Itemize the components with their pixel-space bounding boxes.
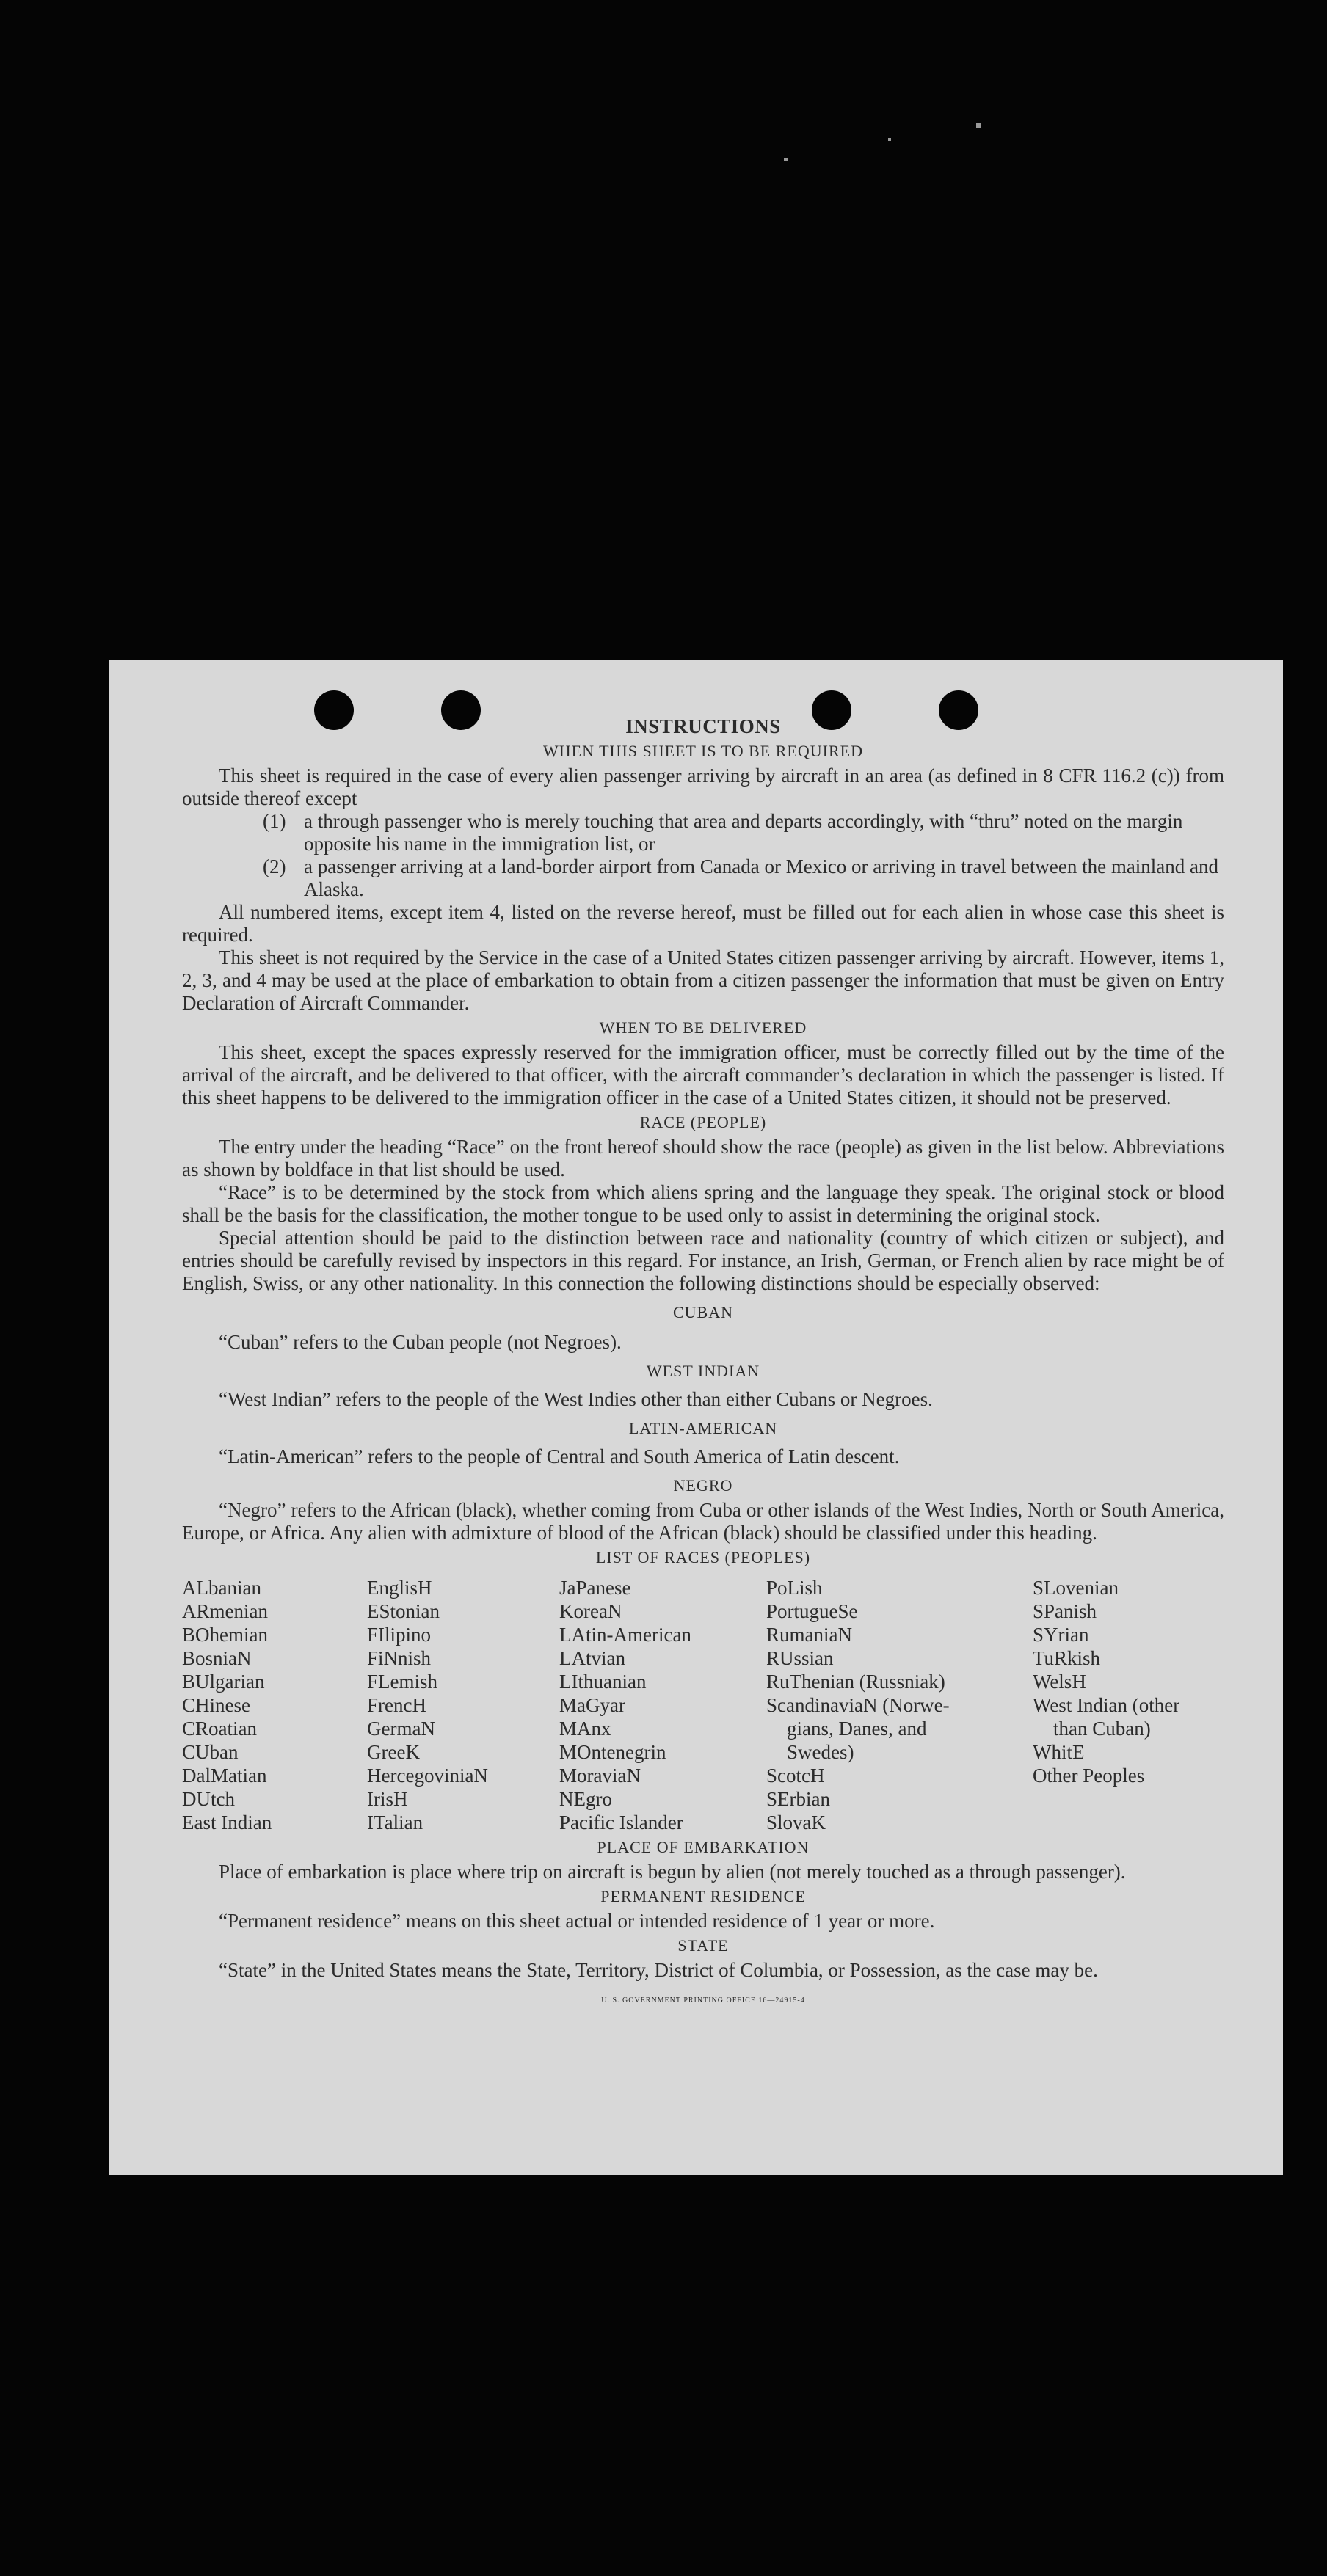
printing-office-footer: U. S. GOVERNMENT PRINTING OFFICE 16—24915-4 [601,1996,805,2004]
exception-text: a through passenger who is merely touching that area and departs accordingly, with “thru” noted on the margin opposite his name in the immigration list, or [304,810,1183,855]
race-entry: KoreaN [559,1600,622,1622]
residence-paragraph: “Permanent residence” means on this sheet actual or intended residence of 1 year or more. [219,1910,935,1932]
negro-paragraph: “Negro” refers to the African (black), whether coming from Cuba or other islands of the West Indies, North or South America, Europe, or Africa. Any alien with admixture of blood of the African (black) should be classified under this heading. [182,1499,1224,1544]
race-entry: Other Peoples [1033,1765,1145,1787]
race-entry: PoLish [766,1577,823,1599]
race-entry: BOhemian [182,1624,268,1646]
race-entry: MaGyar [559,1694,625,1716]
race-entry: MAnx [559,1718,611,1740]
race-entry: SErbian [766,1788,830,1810]
race-entry: LAtvian [559,1647,625,1669]
race-entry: HercegoviniaN [367,1765,488,1787]
exception-number: (1) [263,810,286,832]
exception-number: (2) [263,855,286,877]
race-paragraph-3: Special attention should be paid to the distinction between race and nationality (country of which citizen or subject), and entries should be carefully revised by inspectors in this regard. For instance, an Irish, German, or French alien by race might be of English, Swiss, or any other nationality. In this connection the following distinctions should be especially observed: [182,1227,1224,1294]
exception-text: a passenger arriving at a land-border airport from Canada or Mexico or arriving in travel between the mainland and Alaska. [304,855,1219,900]
west-indian-paragraph: “West Indian” refers to the people of the West Indies other than either Cubans or Negroes. [219,1388,933,1410]
race-entry: MoraviaN [559,1765,641,1787]
required-heading: WHEN THIS SHEET IS TO BE REQUIRED [543,742,863,760]
punch-hole [812,690,851,730]
punch-hole [441,690,481,730]
races-column-4 [766,1576,1033,1834]
race-entry: Pacific Islander [559,1811,683,1834]
race-entry: East Indian [182,1811,272,1834]
race-entry: SYrian [1033,1624,1089,1646]
race-entry: FIlipino [367,1624,432,1646]
state-paragraph: “State” in the United States means the State, Territory, District of Columbia, or Possession, as the case may be. [219,1959,1098,1981]
race-entry: IrisH [367,1788,408,1810]
race-entry: ALbanian [182,1577,261,1599]
race-entry: RumaniaN [766,1624,852,1646]
race-entry: SLovenian [1033,1577,1119,1599]
race-entry: NEgro [559,1788,612,1810]
race-entry: gians, Danes, and [787,1718,927,1740]
race-entry: FiNnish [367,1647,432,1669]
race-entry: GermaN [367,1718,435,1740]
race-entry: LAtin-American [559,1624,691,1646]
scan-speck [888,138,891,141]
scan-speck [784,158,788,161]
state-heading: STATE [677,1936,729,1955]
exception-item-2 [263,855,1224,901]
race-entry: CHinese [182,1694,250,1716]
race-heading: RACE (PEOPLE) [639,1113,767,1131]
race-entry: West Indian (other [1033,1694,1180,1716]
race-entry: ITalian [367,1811,423,1834]
residence-heading: PERMANENT RESIDENCE [600,1887,806,1905]
race-entry: PortugueSe [766,1600,858,1622]
cuban-paragraph: “Cuban” refers to the Cuban people (not Negroes). [219,1331,622,1353]
embarkation-heading: PLACE OF EMBARKATION [597,1838,810,1856]
race-entry: than Cuban) [1053,1718,1151,1740]
race-entry: DalMatian [182,1765,267,1787]
races-column-2 [367,1576,559,1834]
instruction-sheet [109,660,1283,2175]
race-entry: EnglisH [367,1577,432,1599]
races-column-3 [559,1576,766,1834]
race-entry: BUlgarian [182,1671,265,1693]
race-entry: WelsH [1033,1671,1086,1693]
races-list [182,1576,1224,1834]
race-entry: Swedes) [787,1741,854,1763]
race-entry: WhitE [1033,1741,1085,1763]
race-entry: RUssian [766,1647,834,1669]
delivery-heading: WHEN TO BE DELIVERED [599,1018,807,1037]
race-entry: MOntenegrin [559,1741,666,1763]
latin-american-heading: LATIN-AMERICAN [628,1419,778,1437]
delivery-paragraph: This sheet, except the spaces expressly reserved for the immigration officer, must be correctly filled out by the time of the arrival of the aircraft, and be delivered to that officer, with the aircraft commander’s declaration in which the passenger is listed. If this sheet happens to be delivered to the immigration officer in the case of a United States citizen, it should not be preserved. [182,1041,1224,1109]
exception-item-1 [263,810,1224,855]
numbered-items-paragraph: All numbered items, except item 4, listed on the reverse hereof, must be filled out for each alien in whose case this sheet is required. [182,901,1224,946]
race-entry: ScotcH [766,1765,825,1787]
races-column-5 [1033,1576,1224,1834]
punch-hole [939,690,978,730]
instructions-title: INSTRUCTIONS [625,715,781,737]
embarkation-paragraph: Place of embarkation is place where trip on aircraft is begun by alien (not merely touched as a through passenger). [219,1861,1126,1883]
race-entry: ScandinaviaN (Norwe- [766,1694,950,1716]
requirement-paragraph: This sheet is required in the case of every alien passenger arriving by aircraft in an area (as defined in 8 CFR 116.2 (c)) from outside thereof except [182,765,1224,809]
races-column-1 [182,1576,367,1834]
negro-heading: NEGRO [673,1476,733,1495]
citizen-paragraph: This sheet is not required by the Service in the case of a United States citizen passenger arriving by aircraft. However, items 1, 2, 3, and 4 may be used at the place of embarkation to obtain from a citizen passenger the information that must be given on Entry Declaration of Aircraft Commander. [182,946,1224,1014]
scan-speck [976,123,981,128]
race-entry: FLemish [367,1671,438,1693]
race-entry: CUban [182,1741,239,1763]
race-paragraph-2: “Race” is to be determined by the stock from which aliens spring and the language they speak. The original stock or blood shall be the basis for the classification, the mother tongue to be used only to assist in determining the original stock. [182,1181,1224,1226]
race-entry: CRoatian [182,1718,257,1740]
race-entry: GreeK [367,1741,420,1763]
race-entry: DUtch [182,1788,235,1810]
cuban-heading: CUBAN [672,1303,733,1321]
race-entry: FrencH [367,1694,426,1716]
race-entry: SlovaK [766,1811,826,1834]
race-entry: LIthuanian [559,1671,647,1693]
race-entry: BosniaN [182,1647,252,1669]
race-entry: ARmenian [182,1600,268,1622]
race-entry: EStonian [367,1600,440,1622]
latin-american-paragraph: “Latin-American” refers to the people of Central and South America of Latin descent. [219,1445,900,1467]
west-indian-heading: WEST INDIAN [646,1362,760,1380]
race-entry: RuThenian (Russniak) [766,1671,945,1693]
race-paragraph-1: The entry under the heading “Race” on the front hereof should show the race (people) as given in the list below. Abbreviations as shown by boldface in that list should be used. [182,1136,1224,1181]
race-entry: JaPanese [559,1577,631,1599]
races-list-heading: LIST OF RACES (PEOPLES) [595,1548,811,1566]
race-entry: TuRkish [1033,1647,1101,1669]
race-entry: SPanish [1033,1600,1097,1622]
punch-hole [314,690,354,730]
